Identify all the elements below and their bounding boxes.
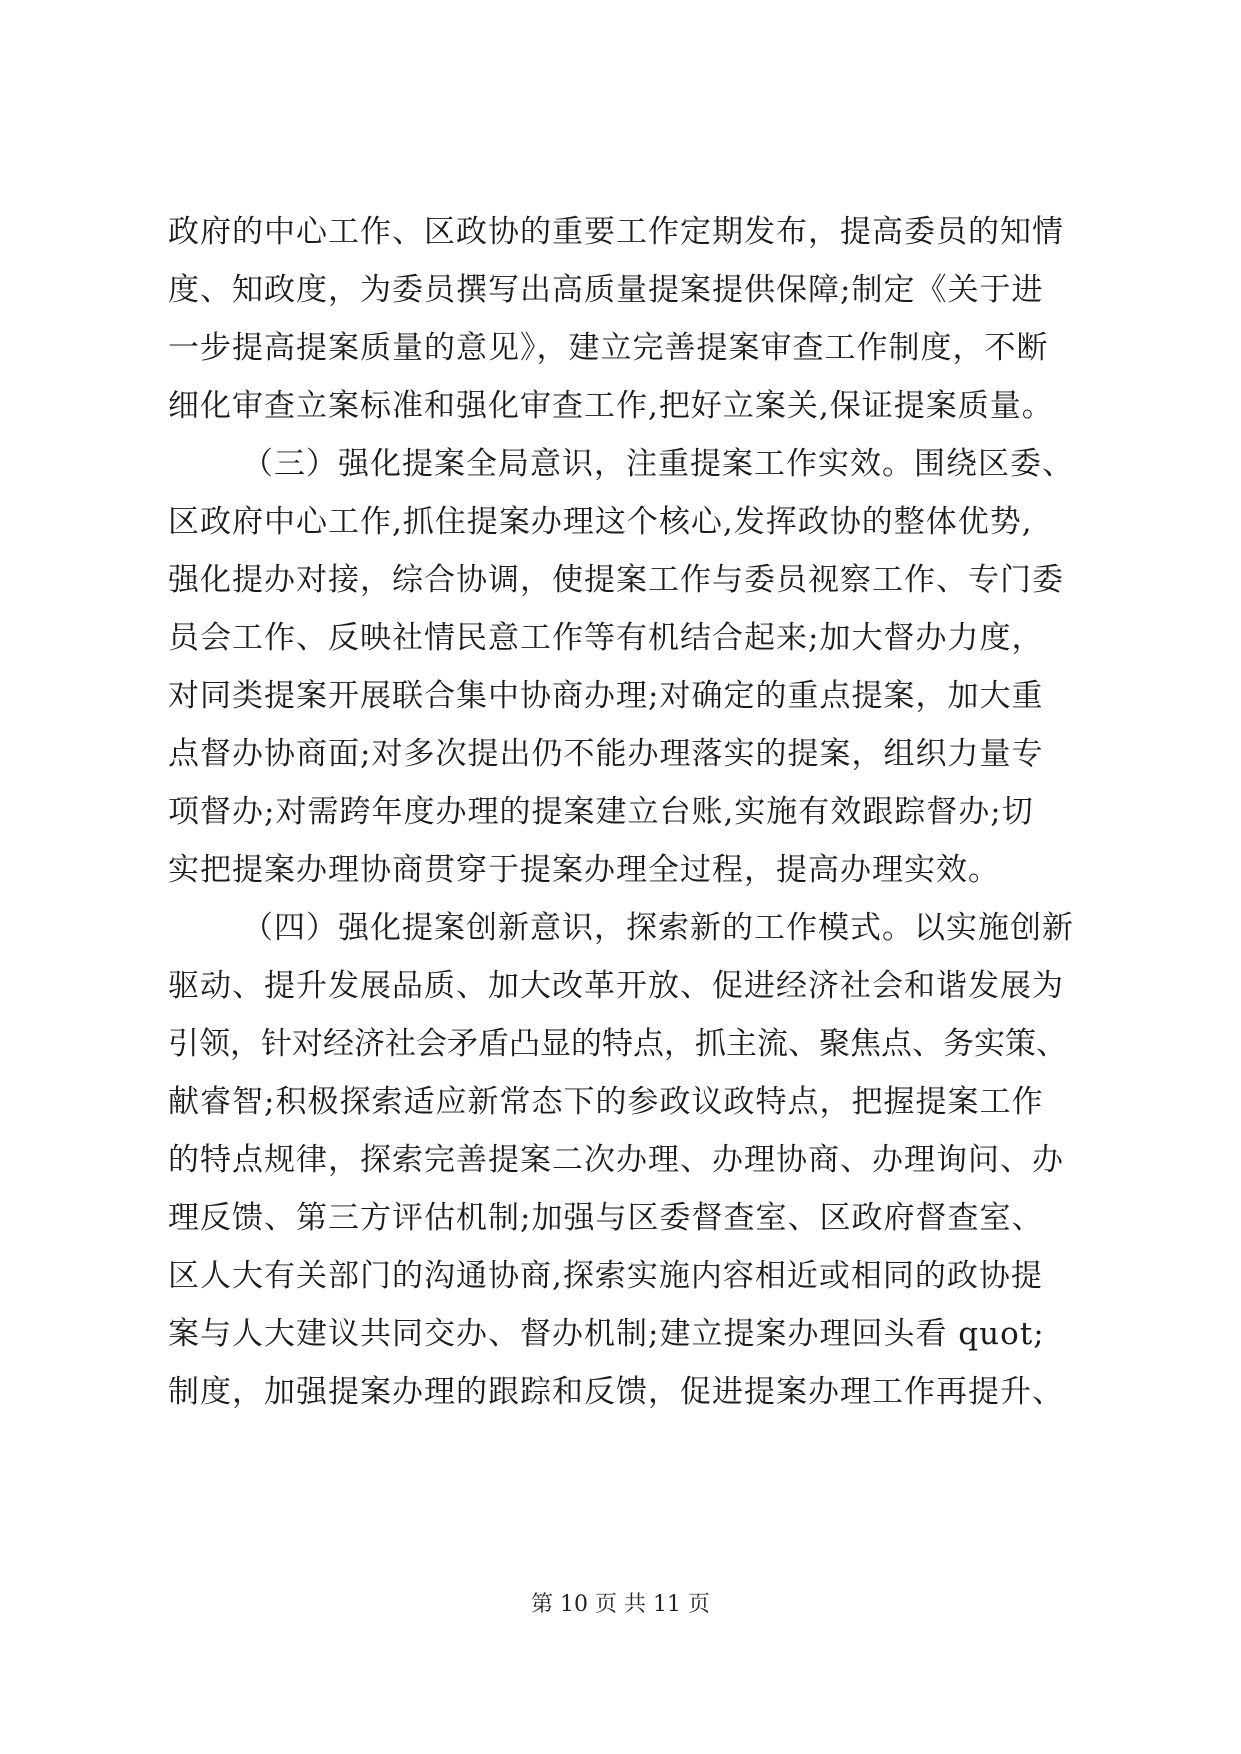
text-line: 员会工作、反映社情民意工作等有机结合起来;加大督办力度， — [168, 620, 1044, 656]
text-line: 区人大有关部门的沟通协商,探索实施内容相近或相同的政协提 — [168, 1258, 1043, 1294]
text-line-paragraph-start: （四）强化提案创新意识，探索新的工作模式。以实施创新 — [242, 910, 1074, 946]
text-line: 制度，加强提案办理的跟踪和反馈，促进提案办理工作再提升、 — [168, 1374, 1064, 1410]
text-line: 度、知政度，为委员撰写出高质量提案提供保障;制定《关于进 — [168, 272, 1044, 308]
text-line: 理反馈、第三方评估机制;加强与区委督查室、区政府督查室、 — [168, 1200, 1044, 1236]
text-line: 政府的中心工作、区政协的重要工作定期发布，提高委员的知情 — [168, 214, 1064, 250]
text-line: 点督办协商面;对多次提出仍不能办理落实的提案，组织力量专 — [168, 736, 1044, 772]
text-line: 驱动、提升发展品质、加大改革开放、促进经济社会和谐发展为 — [168, 968, 1064, 1004]
text-line: 区政府中心工作,抓住提案办理这个核心,发挥政协的整体优势, — [168, 504, 1033, 540]
text-line: 的特点规律，探索完善提案二次办理、办理协商、办理询问、办 — [168, 1142, 1064, 1178]
text-line: 案与人大建议共同交办、督办机制;建立提案办理回头看 quot; — [168, 1316, 1045, 1352]
text-line: 一步提高提案质量的意见》，建立完善提案审查工作制度，不断 — [168, 330, 1049, 366]
text-line: 引领，针对经济社会矛盾凸显的特点，抓主流、聚焦点、务实策、 — [168, 1026, 1067, 1062]
text-line: 献睿智;积极探索适应新常态下的参政议政特点，把握提案工作 — [168, 1084, 1044, 1120]
text-line-paragraph-start: （三）强化提案全局意识，注重提案工作实效。围绕区委、 — [242, 446, 1074, 482]
text-line: 强化提办对接，综合协调，使提案工作与委员视察工作、专门委 — [168, 562, 1064, 598]
page-number-footer: 第 10 页 共 11 页 — [531, 1592, 710, 1617]
text-line: 实把提案办理协商贯穿于提案办理全过程，提高办理实效。 — [168, 852, 1000, 888]
text-line: 项督办;对需跨年度办理的提案建立台账,实施有效跟踪督办;切 — [168, 794, 1034, 830]
text-line: 对同类提案开展联合集中协商办理;对确定的重点提案，加大重 — [168, 678, 1044, 714]
text-line: 细化审查立案标准和强化审查工作,把好立案关,保证提案质量。 — [168, 388, 1054, 424]
